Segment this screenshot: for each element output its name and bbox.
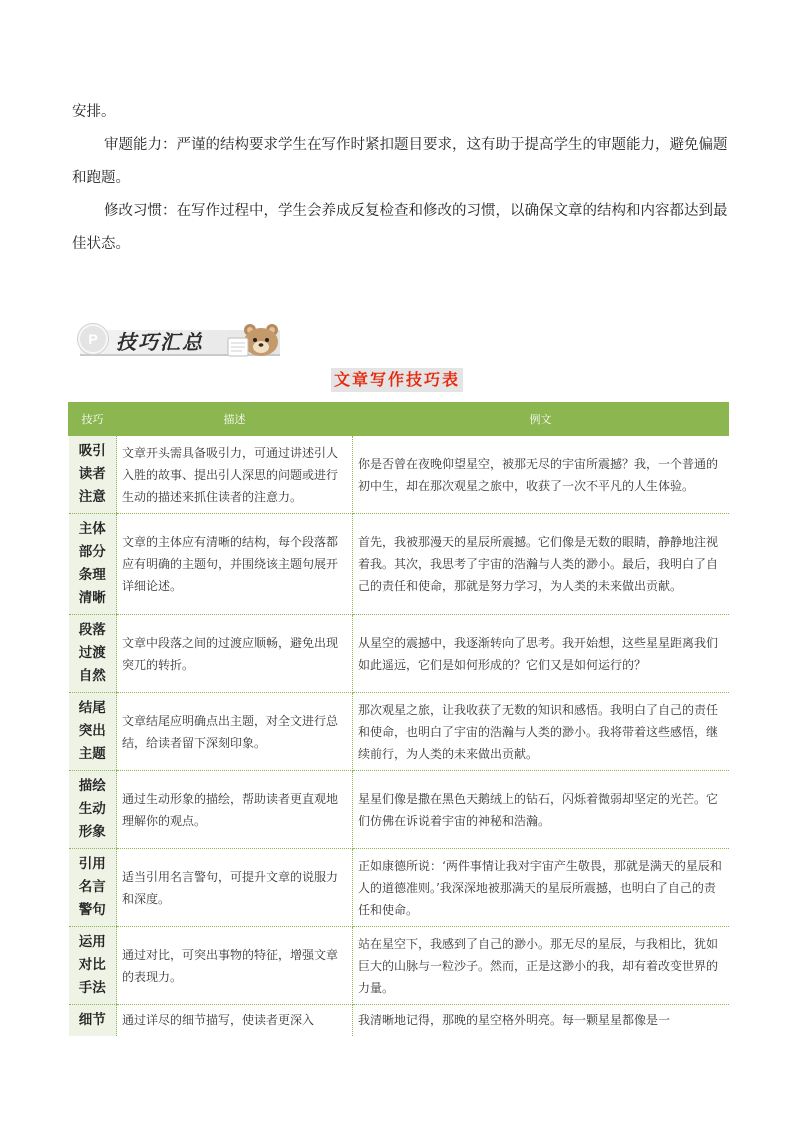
technique-description: 适当引用名言警句，可提升文章的说服力和深度。 [117, 849, 353, 927]
bear-mascot-icon [222, 322, 284, 358]
table-row [69, 849, 729, 927]
technique-example: 站在星空下，我感到了自己的渺小。那无尽的星辰，与我相比，犹如巨大的山脉与一粒沙子。然而，正是这渺小的我，却有着改变世界的力量。 [353, 927, 729, 1005]
header-example: 例文 [353, 403, 729, 436]
technique-name: 段落过渡自然 [69, 615, 117, 693]
table-row [69, 771, 729, 849]
technique-name: 运用对比手法 [69, 927, 117, 1005]
table-row [69, 436, 729, 514]
intro-paragraph-1: 安排。 [72, 104, 116, 120]
table-header-row [69, 403, 729, 436]
badge-p-icon: P [78, 324, 108, 354]
technique-description: 文章中段落之间的过渡应顺畅，避免出现突兀的转折。 [117, 615, 353, 693]
header-technique: 技巧 [69, 403, 117, 436]
table-row [69, 514, 729, 615]
technique-name: 结尾突出主题 [69, 693, 117, 771]
table-row [69, 693, 729, 771]
technique-example: 那次观星之旅，让我收获了无数的知识和感悟。我明白了自己的责任和使命，也明白了宇宙的浩瀚与人类的渺小。我将带着这些感悟，继续前行，为人类的未来做出贡献。 [353, 693, 729, 771]
technique-example: 星星们像是撒在黑色天鹅绒上的钻石，闪烁着微弱却坚定的光芒。它们仿佛在诉说着宇宙的神秘和浩瀚。 [353, 771, 729, 849]
table-row [69, 615, 729, 693]
section-banner [72, 322, 284, 358]
technique-description: 通过详尽的细节描写，使读者更深入 [117, 1005, 353, 1037]
table-row [69, 927, 729, 1005]
technique-example: 我清晰地记得，那晚的星空格外明亮。每一颗星星都像是一 [353, 1005, 729, 1037]
table-row [69, 1005, 729, 1037]
technique-example: 首先，我被那漫天的星辰所震撼。它们像是无数的眼睛，静静地注视着我。其次，我思考了宇宙的浩瀚与人类的渺小。最后，我明白了自己的责任和使命，那就是努力学习，为人类的未来做出贡献。 [353, 514, 729, 615]
technique-description: 文章开头需具备吸引力，可通过讲述引人入胜的故事、提出引人深思的问题或进行生动的描述来抓住读者的注意力。 [117, 436, 353, 514]
technique-name: 吸引读者注意 [69, 436, 117, 514]
technique-description: 通过对比，可突出事物的特征，增强文章的表现力。 [117, 927, 353, 1005]
technique-example: 正如康德所说：‘两件事情让我对宇宙产生敬畏，那就是满天的星辰和人的道德准则。’我深深地被那满天的星辰所震撼，也明白了自己的责任和使命。 [353, 849, 729, 927]
intro-text [72, 96, 732, 261]
technique-name: 主体部分条理清晰 [69, 514, 117, 615]
table-title: 文章写作技巧表 [331, 368, 463, 392]
technique-description: 文章的主体应有清晰的结构，每个段落都应有明确的主题句，并围绕该主题句展开详细论述。 [117, 514, 353, 615]
header-description: 描述 [117, 403, 353, 436]
intro-paragraph-3: 修改习惯：在写作过程中，学生会养成反复检查和修改的习惯，以确保文章的结构和内容都达到最佳状态。 [72, 203, 728, 252]
technique-example: 从星空的震撼中，我逐渐转向了思考。我开始想，这些星星距离我们如此遥远，它们是如何形成的？它们又是如何运行的？ [353, 615, 729, 693]
intro-paragraph-2: 审题能力：严谨的结构要求学生在写作时紧扣题目要求，这有助于提高学生的审题能力，避免偏题和跑题。 [72, 137, 728, 186]
technique-name: 描绘生动形象 [69, 771, 117, 849]
technique-name: 引用名言警句 [69, 849, 117, 927]
technique-name: 细节 [69, 1005, 117, 1037]
technique-description: 通过生动形象的描绘，帮助读者更直观地理解你的观点。 [117, 771, 353, 849]
technique-example: 你是否曾在夜晚仰望星空，被那无尽的宇宙所震撼？我，一个普通的初中生，却在那次观星之旅中，收获了一次不平凡的人生体验。 [353, 436, 729, 514]
technique-description: 文章结尾应明确点出主题，对全文进行总结，给读者留下深刻印象。 [117, 693, 353, 771]
banner-title: 技巧汇总 [116, 330, 204, 354]
tips-table [68, 402, 729, 1036]
